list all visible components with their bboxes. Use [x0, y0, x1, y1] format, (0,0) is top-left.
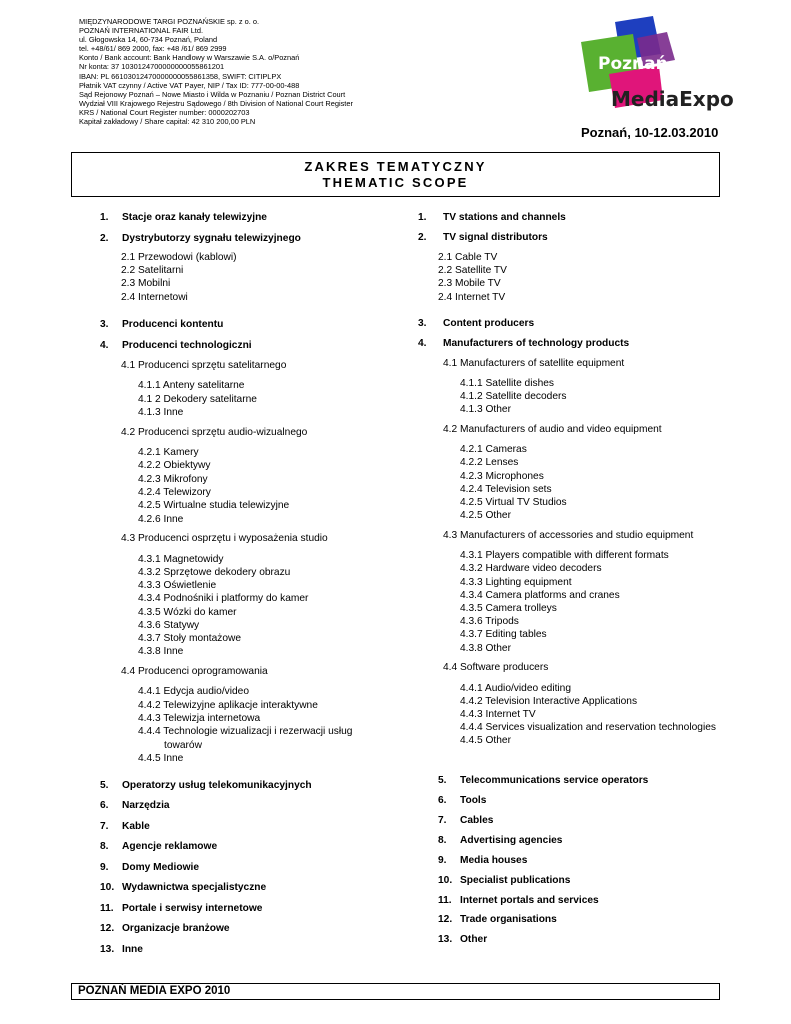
- en-item-text: Content producers: [443, 318, 535, 329]
- pl-item-number: 7.: [100, 821, 109, 832]
- pl-item-5: [100, 780, 312, 791]
- pl-subsub: 4.4.4 Technologie wizualizacji i rezerwacji usług: [138, 726, 353, 737]
- en-subsub: 4.3.2 Hardware video decoders: [460, 563, 602, 574]
- en-item-5: [438, 775, 649, 786]
- pl-item-text: Dystrybutorzy sygnału telewizyjnego: [122, 233, 301, 244]
- en-item-number: 2.: [418, 232, 427, 243]
- en-subsub: 4.3.4 Camera platforms and cranes: [460, 590, 620, 601]
- company-line: POZNAŃ INTERNATIONAL FAIR Ltd.: [79, 26, 204, 36]
- company-line: Konto / Bank account: Bank Handlowy w Warszawie S.A. o/Poznań: [79, 53, 300, 63]
- en-item-3: [418, 318, 535, 329]
- company-line: ul. Głogowska 14, 60-734 Poznań, Poland: [79, 35, 218, 45]
- pl-item-number: 2.: [100, 233, 109, 244]
- company-line: Nr konta: 37 1030124700000000055861201: [79, 62, 225, 72]
- en-subsub: 4.4.5 Other: [460, 735, 511, 746]
- company-info: [79, 17, 353, 126]
- en-item-7: [438, 815, 494, 826]
- pl-subsub: 4.3.4 Podnośniki i platformy do kamer: [138, 593, 309, 604]
- pl-item-text: Operatorzy usług telekomunikacyjnych: [122, 780, 312, 791]
- en-sub: 4.3 Manufacturers of accessories and studio equipment: [443, 530, 694, 541]
- en-item-text: Other: [460, 934, 488, 945]
- pl-sub: 2.2 Satelitarni: [121, 265, 184, 276]
- en-sub: 4.1 Manufacturers of satellite equipment: [443, 358, 625, 369]
- pl-item-number: 6.: [100, 800, 109, 811]
- en-subsub: 4.4.1 Audio/video editing: [460, 683, 572, 694]
- en-item-number: 10.: [438, 875, 453, 886]
- pl-subsub: 4.2.5 Wirtualne studia telewizyjne: [138, 500, 290, 511]
- en-subsub: 4.3.8 Other: [460, 643, 511, 654]
- en-item-number: 13.: [438, 934, 453, 945]
- footer-text: POZNAŃ MEDIA EXPO 2010: [78, 985, 231, 997]
- pl-subsub-continued: towarów: [164, 740, 202, 751]
- pl-item-number: 1.: [100, 212, 109, 223]
- pl-item-number: 12.: [100, 923, 115, 934]
- en-item-text: Tools: [460, 795, 487, 806]
- pl-item-number: 3.: [100, 319, 109, 330]
- pl-subsub: 4.4.2 Telewizyjne aplikacje interaktywne: [138, 700, 318, 711]
- en-subsub: 4.2.5 Virtual TV Studios: [460, 497, 567, 508]
- en-sub: 4.4 Software producers: [443, 662, 549, 673]
- en-item-number: 5.: [438, 775, 447, 786]
- pl-subsub: 4.2.3 Mikrofony: [138, 474, 208, 485]
- pl-item-text: Narzędzia: [122, 800, 170, 811]
- pl-subsub: 4.1.3 Inne: [138, 407, 184, 418]
- en-item-number: 6.: [438, 795, 447, 806]
- pl-subsub: 4.3.2 Sprzętowe dekodery obrazu: [138, 567, 291, 578]
- pl-subsub: 4.4.3 Telewizja internetowa: [138, 713, 261, 724]
- poznan-media-expo-logo: [575, 14, 734, 119]
- en-subsub: 4.4.2 Television Interactive Applications: [460, 696, 638, 707]
- company-line: Kapitał zakładowy / Share capital: 42 310 200,00 PLN: [79, 117, 256, 127]
- pl-item-9: [100, 862, 199, 873]
- en-subsub: 4.4.4 Services visualization and reservation technologies: [460, 722, 716, 733]
- title-pl: ZAKRES TEMATYCZNY: [304, 159, 487, 174]
- en-item-number: 9.: [438, 855, 447, 866]
- pl-item-13: [100, 944, 143, 955]
- pl-subsub: 4.3.1 Magnetowidy: [138, 554, 224, 565]
- en-subsub: 4.1.2 Satellite decoders: [460, 391, 567, 402]
- footer-box: [71, 983, 720, 1000]
- logo-text-mediaexpo: MediaExpo: [611, 87, 734, 111]
- pl-item-3: [100, 319, 224, 330]
- pl-sub: 2.4 Internetowi: [121, 292, 188, 303]
- pl-subsub: 4.4.1 Edycja audio/video: [138, 686, 250, 697]
- pl-item-text: Domy Mediowie: [122, 862, 199, 873]
- pl-item-2: [100, 233, 301, 244]
- en-item-number: 4.: [418, 338, 427, 349]
- pl-subsub: 4.3.5 Wózki do kamer: [138, 607, 237, 618]
- en-sub: 2.3 Mobile TV: [438, 278, 501, 289]
- pl-subsub: 4.4.5 Inne: [138, 753, 184, 764]
- pl-sub: 4.2 Producenci sprzętu audio-wizualnego: [121, 427, 308, 438]
- pl-item-text: Inne: [122, 944, 143, 955]
- en-sub: 2.4 Internet TV: [438, 292, 506, 303]
- en-item-text: Specialist publications: [460, 875, 571, 886]
- pl-item-text: Agencje reklamowe: [122, 841, 218, 852]
- en-subsub: 4.2.4 Television sets: [460, 484, 552, 495]
- en-item-1: [418, 212, 566, 223]
- en-item-12: [438, 914, 557, 925]
- pl-item-4: [100, 340, 252, 351]
- pl-sub: 4.1 Producenci sprzętu satelitarnego: [121, 360, 287, 371]
- en-subsub: 4.4.3 Internet TV: [460, 709, 536, 720]
- pl-item-number: 9.: [100, 862, 109, 873]
- company-line: Płatnik VAT czynny / Active VAT Payer, NIP / Tax ID: 777-00-00-488: [79, 80, 300, 90]
- en-subsub: 4.3.7 Editing tables: [460, 629, 547, 640]
- pl-sub: 2.3 Mobilni: [121, 278, 171, 289]
- pl-item-number: 8.: [100, 841, 109, 852]
- pl-sub: 4.4 Producenci oprogramowania: [121, 666, 268, 677]
- pl-item-number: 10.: [100, 882, 115, 893]
- en-item-text: Media houses: [460, 855, 528, 866]
- en-item-text: TV signal distributors: [443, 232, 548, 243]
- en-item-text: Cables: [460, 815, 494, 826]
- en-item-text: Manufacturers of technology products: [443, 338, 630, 349]
- en-item-number: 11.: [438, 895, 452, 906]
- pl-subsub: 4.1 2 Dekodery satelitarne: [138, 394, 257, 405]
- en-item-13: [438, 934, 488, 945]
- en-subsub: 4.2.3 Microphones: [460, 471, 544, 482]
- company-line: KRS / National Court Register number: 0000202703: [79, 107, 250, 117]
- en-item-number: 12.: [438, 914, 453, 925]
- en-item-text: Trade organisations: [460, 914, 557, 925]
- en-item-number: 7.: [438, 815, 447, 826]
- event-date: Poznań, 10-12.03.2010: [581, 125, 719, 140]
- pl-subsub: 4.3.7 Stoły montażowe: [138, 633, 242, 644]
- pl-item-number: 13.: [100, 944, 115, 955]
- en-subsub: 4.3.6 Tripods: [460, 616, 519, 627]
- en-item-text: Advertising agencies: [460, 835, 563, 846]
- pl-subsub: 4.3.6 Statywy: [138, 620, 200, 631]
- en-item-text: TV stations and channels: [443, 212, 566, 223]
- pl-sub: 2.1 Przewodowi (kablowi): [121, 252, 237, 263]
- pl-item-text: Kable: [122, 821, 150, 832]
- pl-item-8: [100, 841, 218, 852]
- pl-item-number: 5.: [100, 780, 109, 791]
- pl-sub: 4.3 Producenci osprzętu i wyposażenia studio: [121, 533, 328, 544]
- pl-item-1: [100, 212, 267, 223]
- en-item-text: Telecommunications service operators: [460, 775, 649, 786]
- company-line: tel. +48/61/ 869 2000, fax: +48 /61/ 869 2999: [79, 44, 227, 54]
- company-line: IBAN: PL 66103012470000000055861358, SWIFT: CITIPLPX: [79, 71, 282, 81]
- pl-subsub: 4.1.1 Anteny satelitarne: [138, 380, 245, 391]
- company-line: Sąd Rejonowy Poznań – Nowe Miasto i Wilda w Poznaniu / Poznan District Court: [79, 89, 346, 99]
- pl-subsub: 4.2.1 Kamery: [138, 447, 199, 458]
- title-box: [71, 152, 720, 197]
- en-item-6: [438, 795, 487, 806]
- en-subsub: 4.2.2 Lenses: [460, 457, 519, 468]
- en-item-2: [418, 232, 548, 243]
- pl-item-text: Portale i serwisy internetowe: [122, 903, 263, 914]
- pl-item-text: Organizacje branżowe: [122, 923, 230, 934]
- pl-item-10: [100, 882, 267, 893]
- company-line: Wydział VIII Krajowego Rejestru Sądowego / 8th Division of National Court Register: [79, 98, 353, 108]
- en-subsub: 4.2.5 Other: [460, 510, 511, 521]
- en-item-9: [438, 855, 528, 866]
- en-subsub: 4.1.1 Satellite dishes: [460, 378, 555, 389]
- en-item-text: Internet portals and services: [460, 895, 599, 906]
- en-subsub: 4.3.5 Camera trolleys: [460, 603, 557, 614]
- en-sub: 2.1 Cable TV: [438, 252, 498, 263]
- en-subsub: 4.3.3 Lighting equipment: [460, 577, 572, 588]
- pl-subsub: 4.3.8 Inne: [138, 646, 184, 657]
- pl-item-text: Wydawnictwa specjalistyczne: [122, 882, 267, 893]
- en-subsub: 4.3.1 Players compatible with different formats: [460, 550, 669, 561]
- pl-item-number: 4.: [100, 340, 109, 351]
- pl-item-11: [100, 903, 263, 914]
- pl-item-12: [100, 923, 230, 934]
- pl-item-text: Producenci kontentu: [122, 319, 224, 330]
- en-sub: 4.2 Manufacturers of audio and video equipment: [443, 424, 662, 435]
- pl-item-number: 11.: [100, 903, 114, 914]
- pl-subsub: 4.2.6 Inne: [138, 514, 184, 525]
- pl-subsub: 4.2.4 Telewizory: [138, 487, 211, 498]
- pl-item-7: [100, 821, 150, 832]
- en-subsub: 4.2.1 Cameras: [460, 444, 527, 455]
- en-item-8: [438, 835, 563, 846]
- en-item-number: 1.: [418, 212, 427, 223]
- title-en: THEMATIC SCOPE: [322, 175, 469, 190]
- pl-item-6: [100, 800, 170, 811]
- pl-subsub: 4.3.3 Oświetlenie: [138, 580, 217, 591]
- pl-subsub: 4.2.2 Obiektywy: [138, 460, 211, 471]
- company-line: MIĘDZYNARODOWE TARGI POZNAŃSKIE sp. z o. o.: [79, 17, 260, 26]
- pl-item-text: Stacje oraz kanały telewizyjne: [122, 212, 267, 223]
- pl-item-text: Producenci technologiczni: [122, 340, 252, 351]
- en-sub: 2.2 Satellite TV: [438, 265, 507, 276]
- logo-text-poznan: Poznań: [598, 54, 668, 74]
- en-item-10: [438, 875, 571, 886]
- en-subsub: 4.1.3 Other: [460, 404, 511, 415]
- en-item-4: [418, 338, 630, 349]
- en-item-number: 3.: [418, 318, 427, 329]
- en-item-number: 8.: [438, 835, 447, 846]
- en-item-11: [438, 895, 599, 906]
